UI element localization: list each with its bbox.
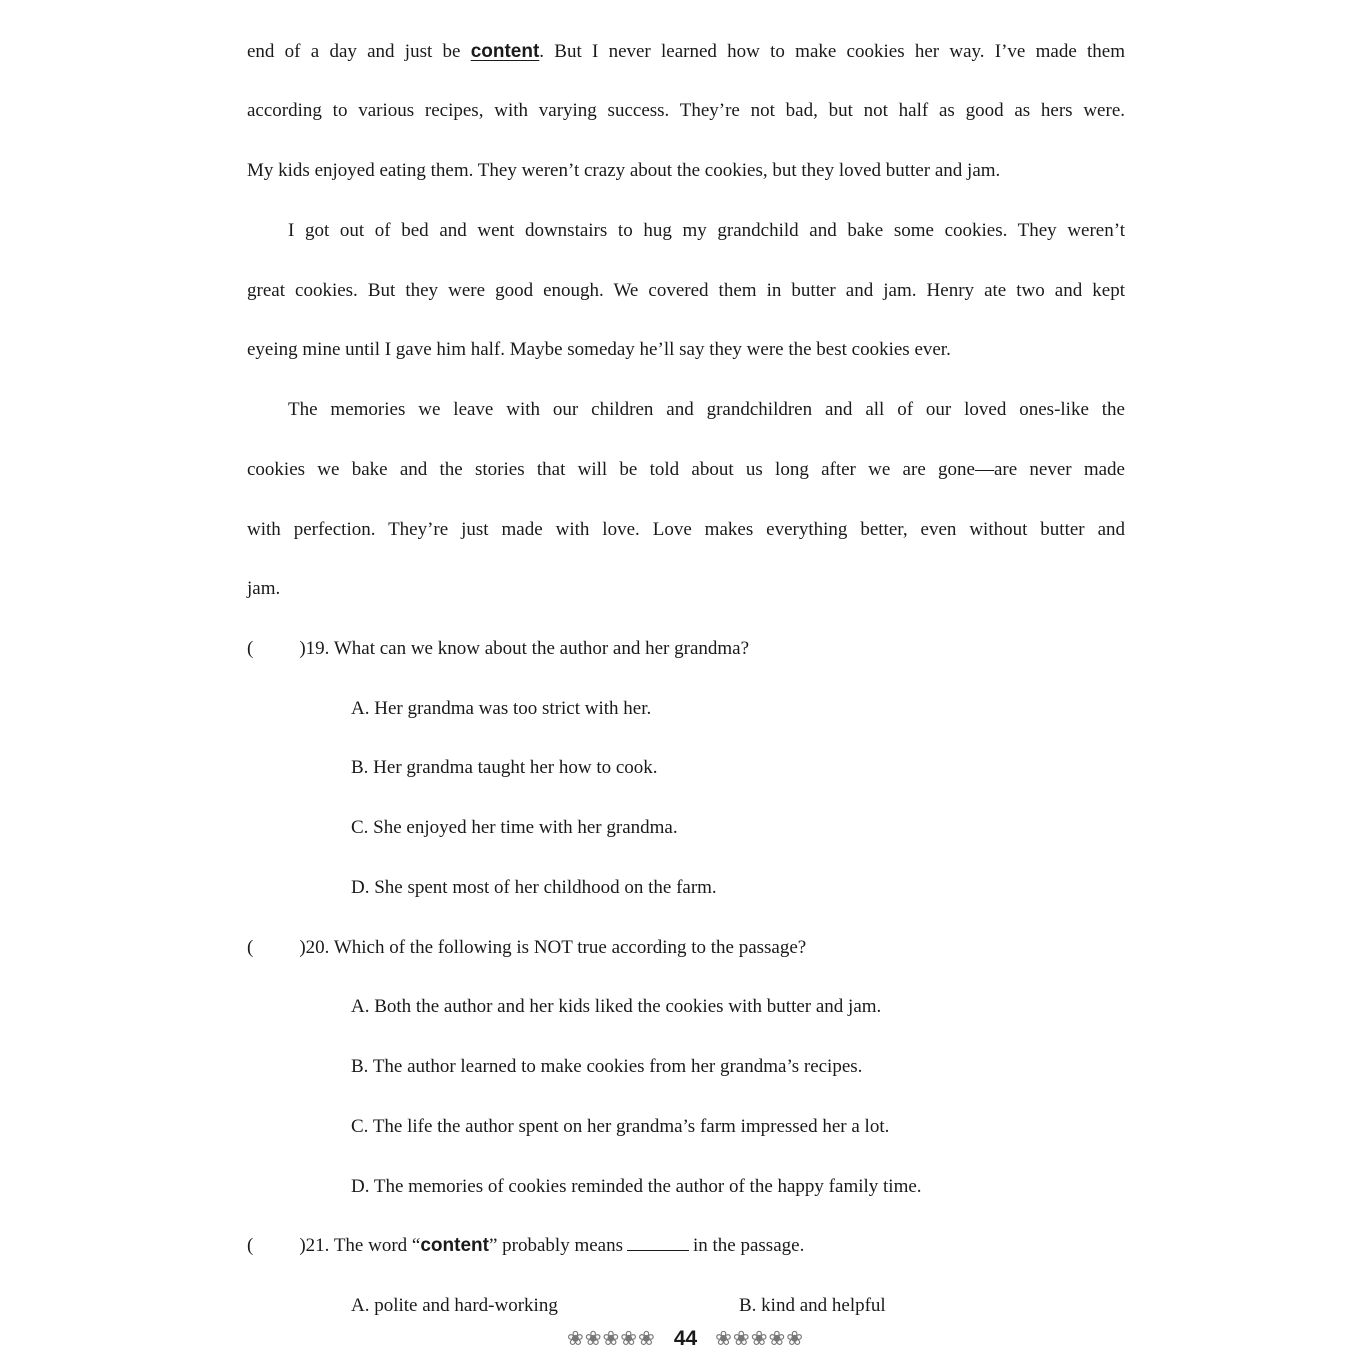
- passage-line: eyeing mine until I gave him half. Maybe someday he’ll say they were the best cookies ever.: [247, 339, 951, 360]
- question-19: [247, 637, 749, 661]
- option-20-a: A. Both the author and her kids liked the cookies with butter and jam.: [351, 996, 882, 1017]
- question-text: ” probably means: [488, 1235, 623, 1256]
- passage-line: [247, 40, 1125, 64]
- option-19-a: A. Her grandma was too strict with her.: [351, 698, 652, 719]
- question-number: )19.: [299, 638, 330, 659]
- passage-text: end of a day and just be: [247, 41, 471, 62]
- passage-line: jam.: [247, 578, 281, 599]
- question-20: [247, 936, 806, 960]
- passage-text: . But I never learned how to make cookies her way. I’ve made them: [539, 41, 1125, 62]
- question-number: )20.: [299, 937, 330, 958]
- passage-line: great cookies. But they were good enough. We covered them in butter and jam. Henry ate two and kept: [247, 280, 1125, 301]
- flower-ornament-icon: ❀❀❀❀❀: [567, 1326, 656, 1350]
- page-footer: [0, 1324, 1371, 1353]
- keyword-content: content: [470, 41, 540, 62]
- answer-paren-open: (: [247, 937, 254, 958]
- question-text: The word “: [333, 1235, 421, 1256]
- answer-paren-open: (: [247, 638, 254, 659]
- option-21-b: B. kind and helpful: [739, 1295, 886, 1316]
- question-text: What can we know about the author and her grandma?: [333, 638, 750, 659]
- option-21-a: A. polite and hard-working: [351, 1295, 558, 1316]
- answer-paren-open: (: [247, 1235, 254, 1256]
- option-20-b: B. The author learned to make cookies from her grandma’s recipes.: [351, 1056, 863, 1077]
- passage-line: The memories we leave with our children and grandchildren and all of our loved ones-like the: [288, 399, 1125, 420]
- fill-in-blank[interactable]: [627, 1234, 689, 1251]
- keyword-content: content: [420, 1235, 489, 1256]
- question-text: in the passage.: [692, 1235, 805, 1256]
- question-number: )21.: [299, 1235, 330, 1256]
- flower-ornament-icon: ❀❀❀❀❀: [715, 1326, 804, 1350]
- option-19-d: D. She spent most of her childhood on the farm.: [351, 877, 717, 898]
- option-19-c: C. She enjoyed her time with her grandma.: [351, 817, 678, 838]
- option-19-b: B. Her grandma taught her how to cook.: [351, 757, 658, 778]
- option-20-c: C. The life the author spent on her grandma’s farm impressed her a lot.: [351, 1116, 890, 1137]
- question-21: [247, 1234, 804, 1258]
- option-20-d: D. The memories of cookies reminded the author of the happy family time.: [351, 1176, 922, 1197]
- passage-line: according to various recipes, with varying success. They’re not bad, but not half as good as hers were.: [247, 100, 1125, 121]
- passage-line: cookies we bake and the stories that will be told about us long after we are gone—are never made: [247, 459, 1125, 480]
- question-text: Which of the following is NOT true according to the passage?: [333, 937, 807, 958]
- passage-line: My kids enjoyed eating them. They weren’t crazy about the cookies, but they loved butter and jam.: [247, 160, 1001, 181]
- passage-line: I got out of bed and went downstairs to hug my grandchild and bake some cookies. They weren’t: [288, 220, 1125, 241]
- page-number: 44: [673, 1327, 698, 1350]
- passage-line: with perfection. They’re just made with love. Love makes everything better, even without butter and: [247, 519, 1125, 540]
